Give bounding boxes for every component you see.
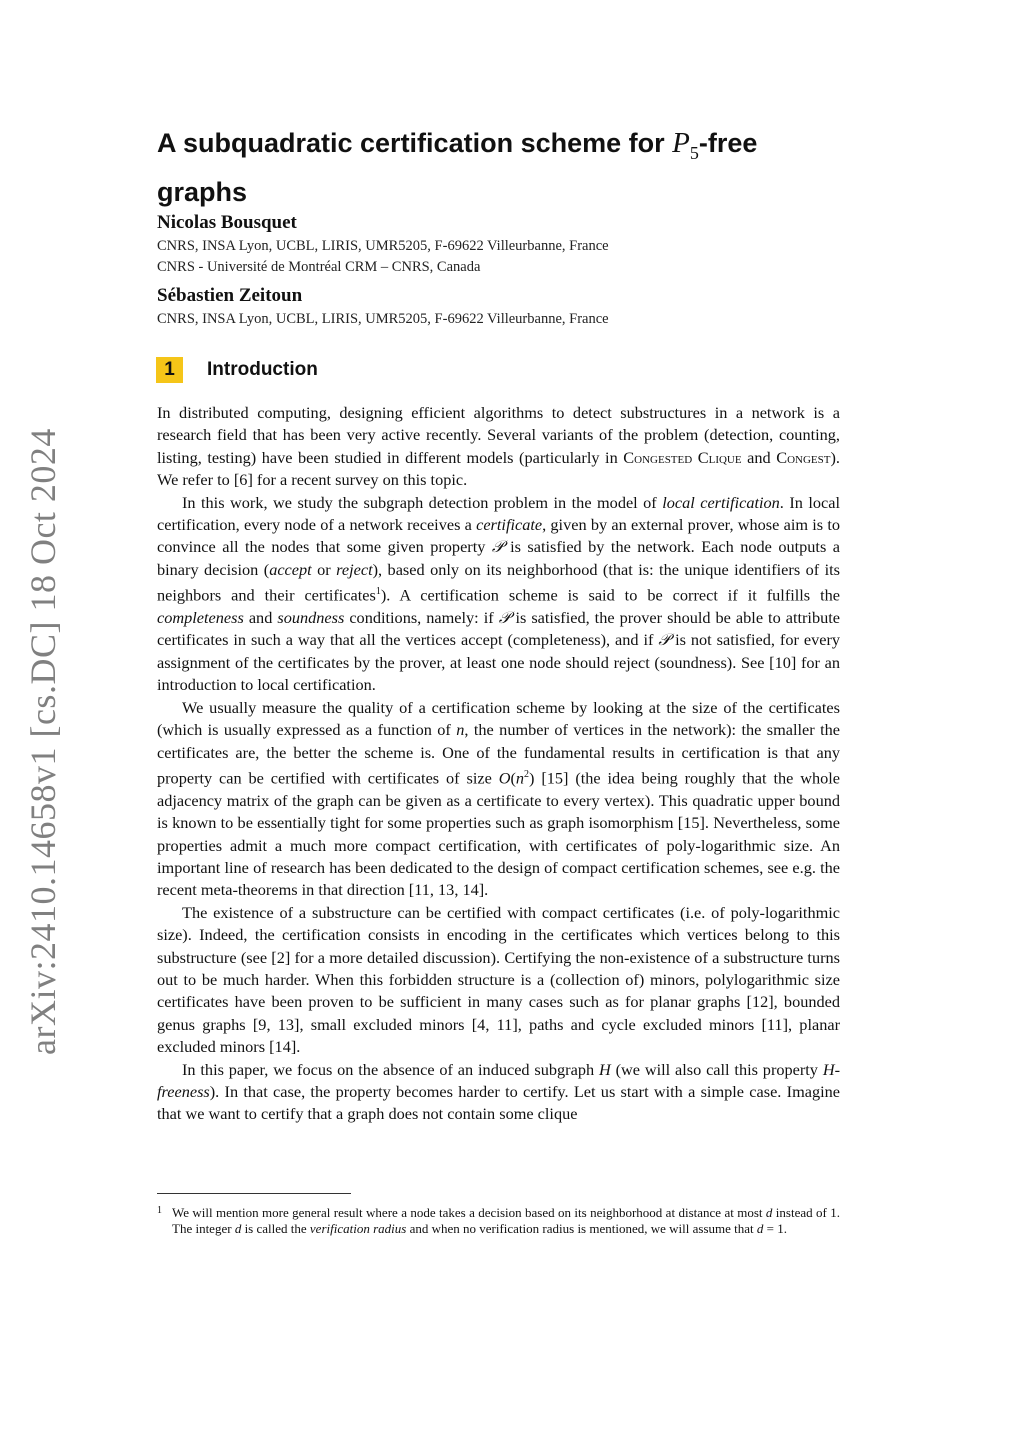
footnote-divider	[157, 1193, 351, 1194]
footnote-text: We will mention more general result where a node takes a decision based on its neighborhood at distance at most d instead of 1. The integer d is called the verification radius and when no verification radius is mentioned, we will assume that d = 1.	[172, 1205, 840, 1236]
author-name: Sébastien Zeitoun	[157, 285, 303, 306]
paragraph: The existence of a substructure can be certified with compact certificates (i.e. of poly-logarithmic size). Indeed, the certification consists in encoding in the certificates which vertices belong to this substructure (see [2] for a more detailed discussion). Certifying the non-existence of a substructure turns out to be much harder. When this forbidden structure is a (collection of) minors, polylogarithmic size certificates have been proven to be sufficient in many cases such as for planar graphs [12], bounded genus graphs [9, 13], small excluded minors [4, 11], paths and cycle excluded minors [11], planar excluded minors [14].	[157, 902, 840, 1057]
author-affiliation: CNRS, INSA Lyon, UCBL, LIRIS, UMR5205, F-69622 Villeurbanne, France	[157, 311, 609, 327]
author-affiliation: CNRS - Université de Montréal CRM – CNRS, Canada	[157, 259, 481, 275]
paragraph: We usually measure the quality of a certification scheme by looking at the size of the certificates (which is usually expressed as a function of n, the number of vertices in the network): the smaller the certificates are, the better the scheme is. One of the fundamental results in certification is that any property can be certified with certificates of size $O(n^2)$ [15] (the idea being roughly that the whole adjacency matrix of the graph can be given as a certificate to every vertex). This quadratic upper bound is known to be essentially tight for some properties such as graph isomorphism [15]. Nevertheless, some properties admit a much more compact certification, with certificates of poly-logarithmic size. An important line of research has been dedicated to the design of compact certification schemes, see e.g. the recent meta-theorems in that direction [11, 13, 14].	[157, 697, 841, 900]
footnote-mark: 1	[157, 1205, 162, 1216]
footnote	[157, 1205, 840, 1236]
author-name: Nicolas Bousquet	[157, 212, 297, 233]
paragraph: In distributed computing, designing efficient algorithms to detect substructures in a network is a research field that has been very active recently. Several variants of the problem (detection, counting, listing, testing) have been studied in different models (particularly in Congested Clique and Congest). We refer to [6] for a recent survey on this topic.	[157, 403, 840, 490]
introduction-body	[157, 402, 840, 1126]
section-number-badge: 1	[156, 357, 183, 383]
paper-title: A subquadratic certification scheme for $P_5$-free graphs	[157, 127, 758, 207]
author-affiliation: CNRS, INSA Lyon, UCBL, LIRIS, UMR5205, F-69622 Villeurbanne, France	[157, 238, 609, 254]
paragraph: In this work, we study the subgraph detection problem in the model of local certification. In local certification, every node of a network receives a certificate, given by an external prover, whose aim is to convince all the nodes that some given property 𝒫 is satisfied by the network. Each node outputs a binary decision (accept or reject), based only on its neighborhood (that is: the unique identifiers of its neighbors and their certificates$^1$). A certification scheme is said to be correct if it fulfills the completeness and soundness conditions, namely: if 𝒫 is satisfied, the prover should be able to attribute certificates in such a way that all the vertices accept (completeness), and if 𝒫 is not satisfied, for every assignment of the certificates by the prover, at least one node should reject (soundness). See [10] for an introduction to local certification.	[157, 492, 841, 695]
section-title: Introduction	[207, 359, 318, 380]
arxiv-identifier: arXiv:2410.14658v1 [cs.DC] 18 Oct 2024	[23, 428, 63, 1055]
paragraph: In this paper, we focus on the absence of an induced subgraph H (we will also call this property H-freeness). In that case, the property becomes harder to certify. Let us start with a simple case. Imagine that we want to certify that a graph does not contain some clique	[157, 1059, 840, 1124]
